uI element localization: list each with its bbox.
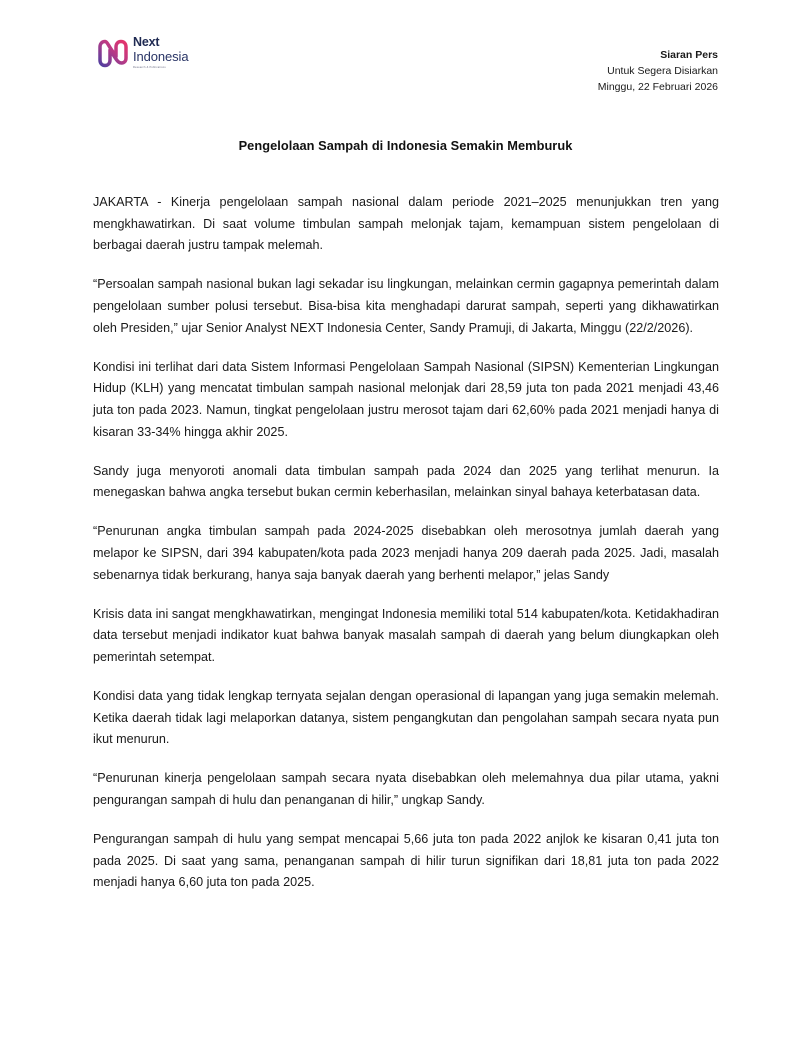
body-paragraph: JAKARTA - Kinerja pengelolaan sampah nasional dalam periode 2021–2025 menunjukkan tren yang mengkhawatirkan. Di saat volume timbulan sampah melonjak tajam, kemampuan sistem pengelolaan di berbagai daerah justru tampak melemah. [93,194,719,253]
body-paragraph: “Persoalan sampah nasional bukan lagi sekadar isu lingkungan, melainkan cermin gagapnya pemerintah dalam pengelolaan sumber polusi tersebut. Bisa-bisa kita menghadapi darurat sampah, seperti yang dikhawatirkan oleh Presiden,” ujar Senior Analyst NEXT Indonesia Center, Sandy Pramuji, di Jakarta, Minggu (22/2/2026). [93,277,719,335]
body-paragraph: “Penurunan kinerja pengelolaan sampah secara nyata disebabkan oleh melemahnya dua pilar utama, yakni pengurangan sampah di hulu dan penanganan di hilir,” ungkap Sandy. [93,771,719,808]
body-paragraph: Pengurangan sampah di hulu yang sempat mencapai 5,66 juta ton pada 2022 anjlok ke kisaran 0,41 juta ton pada 2025. Di saat yang sama, penanganan sampah di hilir turun signifikan dari 18,81 juta ton pada 2022 menjadi hanya 6,60 juta ton pada 2025. [93,831,719,890]
page-title: Pengelolaan Sampah di Indonesia Semakin Memburuk [238,137,573,153]
next-indonesia-n-mark-icon [98,39,128,68]
body-paragraph: Sandy juga menyoroti anomali data timbulan sampah pada 2024 dan 2025 yang terlihat menurun. Ia menegaskan bahwa angka tersebut bukan cermin keberhasilan, melainkan sinyal bahaya keterbatasan data. [93,463,719,500]
body-paragraph: “Penurunan angka timbulan sampah pada 2024-2025 disebabkan oleh merosotnya jumlah daerah yang melapor ke SIPSN, dari 394 kabupaten/kota pada 2023 menjadi hanya 209 daerah pada 2025. Jadi, masalah sebenarnya tidak berkurang, hanya saja banyak daerah yang berhenti melapor,” jelas Sandy [93,524,719,582]
brand-line-next: Next [133,35,160,49]
brand-line-indonesia: Indonesia [133,49,189,65]
release-note: Untuk Segera Disiarkan [607,64,718,77]
brand-wordmark [133,36,188,70]
brand-tagline: Research & Publications [133,65,166,69]
body-paragraph: Krisis data ini sangat mengkhawatirkan, mengingat Indonesia memiliki total 514 kabupaten/kota. Ketidakhadiran data tersebut menjadi indikator kuat bahwa banyak masalah sampah di daerah yang belum diungkapkan oleh pemerintah setempat. [93,606,719,665]
release-label: Siaran Pers [660,49,718,61]
release-meta [598,48,718,96]
document-header [0,0,811,96]
brand-logo [98,36,188,70]
document-body [0,192,811,894]
release-date: Minggu, 22 Februari 2026 [597,80,718,93]
body-paragraph: Kondisi data yang tidak lengkap ternyata sejalan dengan operasional di lapangan yang juga semakin melemah. Ketika daerah tidak lagi melaporkan datanya, sistem pengangkutan dan pengolahan sampah secara nyata pun ikut menurun. [93,688,719,747]
body-paragraph: Kondisi ini terlihat dari data Sistem Informasi Pengelolaan Sampah Nasional (SIPSN) Kementerian Lingkungan Hidup (KLH) yang mencatat timbulan sampah nasional melonjak dari 28,59 juta ton pada 2021 menjadi 43,46 juta ton pada 2023. Namun, tingkat pengelolaan justru merosot tajam dari 62,60% pada 2021 menjadi hanya di kisaran 33-34% hingga akhir 2025. [93,359,719,439]
